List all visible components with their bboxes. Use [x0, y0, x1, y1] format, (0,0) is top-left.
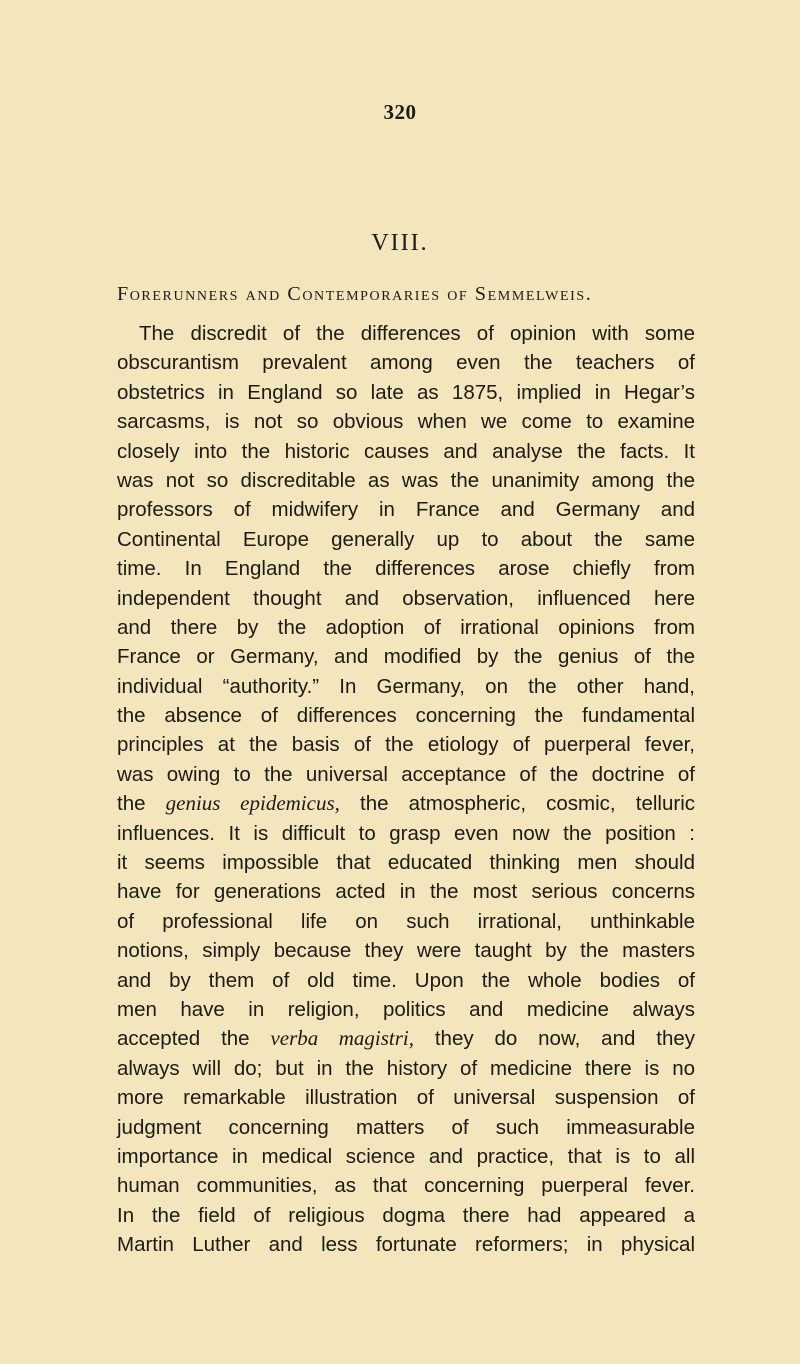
italic-latin-phrase: verba magistri, [270, 1026, 414, 1051]
text-line [117, 613, 695, 642]
text-line [117, 525, 695, 554]
text-line [117, 1054, 695, 1083]
text-line [117, 642, 695, 671]
text-segment: Continental Europe generally up to about the same [117, 527, 695, 551]
text-line [117, 789, 695, 818]
text-segment: always will do; but in the history of medicine there is no [117, 1056, 695, 1080]
text-segment: and there by the adoption of irrational opinions from [117, 615, 695, 639]
text-segment: accepted the [117, 1027, 271, 1051]
chapter-title: Forerunners and Contemporaries of Semmelweis. [117, 283, 593, 305]
text-line [117, 936, 695, 965]
text-line [117, 1024, 695, 1053]
text-line [117, 348, 695, 377]
text-segment: judgment concerning matters of such immeasurable [117, 1115, 695, 1139]
text-line [117, 407, 695, 436]
text-segment: they do now, and they [413, 1027, 696, 1051]
text-segment: Martin Luther and less fortunate reformers; in physical [117, 1233, 695, 1257]
text-line [117, 1171, 695, 1200]
text-segment: individual “authority.” In Germany, on the other hand, [117, 674, 695, 698]
text-segment: In the field of religious dogma there had appeared a [117, 1203, 695, 1227]
text-segment: of professional life on such irrational, unthinkable [117, 909, 695, 933]
text-line [117, 877, 695, 906]
text-segment: was not so discreditable as was the unanimity among the [117, 468, 695, 492]
text-segment: importance in medical science and practice, that is to all [117, 1144, 695, 1168]
text-line [117, 378, 695, 407]
text-segment: professors of midwifery in France and Germany and [117, 498, 695, 522]
text-segment: have for generations acted in the most serious concerns [117, 880, 695, 904]
body-paragraph [117, 319, 695, 1260]
text-line [117, 995, 695, 1024]
text-line [117, 1230, 695, 1259]
text-segment: time. In England the differences arose chiefly from [117, 557, 695, 581]
text-line [117, 1142, 695, 1171]
text-line [117, 1201, 695, 1230]
text-line [117, 437, 695, 466]
text-line [117, 1083, 695, 1112]
text-segment: the atmospheric, cosmic, telluric [339, 792, 696, 816]
text-segment: notions, simply because they were taught by the masters [117, 939, 695, 963]
text-segment: France or Germany, and modified by the genius of the [117, 645, 695, 669]
text-segment: was owing to the universal acceptance of the doctrine of [117, 762, 695, 786]
italic-latin-phrase: genius epidemicus, [165, 791, 340, 816]
text-line [117, 848, 695, 877]
text-segment: more remarkable illustration of universal suspension of [117, 1086, 695, 1110]
text-line [117, 701, 695, 730]
text-line [117, 554, 695, 583]
text-segment: the [117, 792, 166, 816]
text-segment: closely into the historic causes and analyse the facts. It [117, 439, 695, 463]
text-segment: it seems impossible that educated thinking men should [117, 851, 695, 875]
text-segment: and by them of old time. Upon the whole bodies of [117, 968, 695, 992]
text-segment: obscurantism prevalent among even the teachers of [117, 351, 695, 375]
text-segment: principles at the basis of the etiology of puerperal fever, [117, 733, 695, 757]
text-line [117, 319, 695, 348]
text-segment: men have in religion, politics and medicine always [117, 997, 695, 1021]
text-line [117, 495, 695, 524]
text-line [117, 672, 695, 701]
text-segment: human communities, as that concerning puerperal fever. [117, 1174, 695, 1198]
page-number: 320 [383, 100, 417, 124]
text-segment: independent thought and observation, influenced here [117, 586, 695, 610]
text-line [117, 584, 695, 613]
text-segment: sarcasms, is not so obvious when we come to examine [117, 410, 695, 434]
text-line [117, 966, 695, 995]
text-line [117, 819, 695, 848]
text-line [117, 760, 695, 789]
text-segment: obstetrics in England so late as 1875, implied in Hegar’s [117, 380, 695, 404]
text-line [117, 907, 695, 936]
text-segment: the absence of differences concerning the fundamental [117, 704, 695, 728]
text-line [117, 466, 695, 495]
text-line [117, 1113, 695, 1142]
chapter-number: VIII. [371, 230, 429, 256]
text-line [117, 730, 695, 759]
text-segment: influences. It is difficult to grasp even now the position : [117, 821, 695, 845]
text-segment: The discredit of the differences of opinion with some [139, 322, 695, 345]
